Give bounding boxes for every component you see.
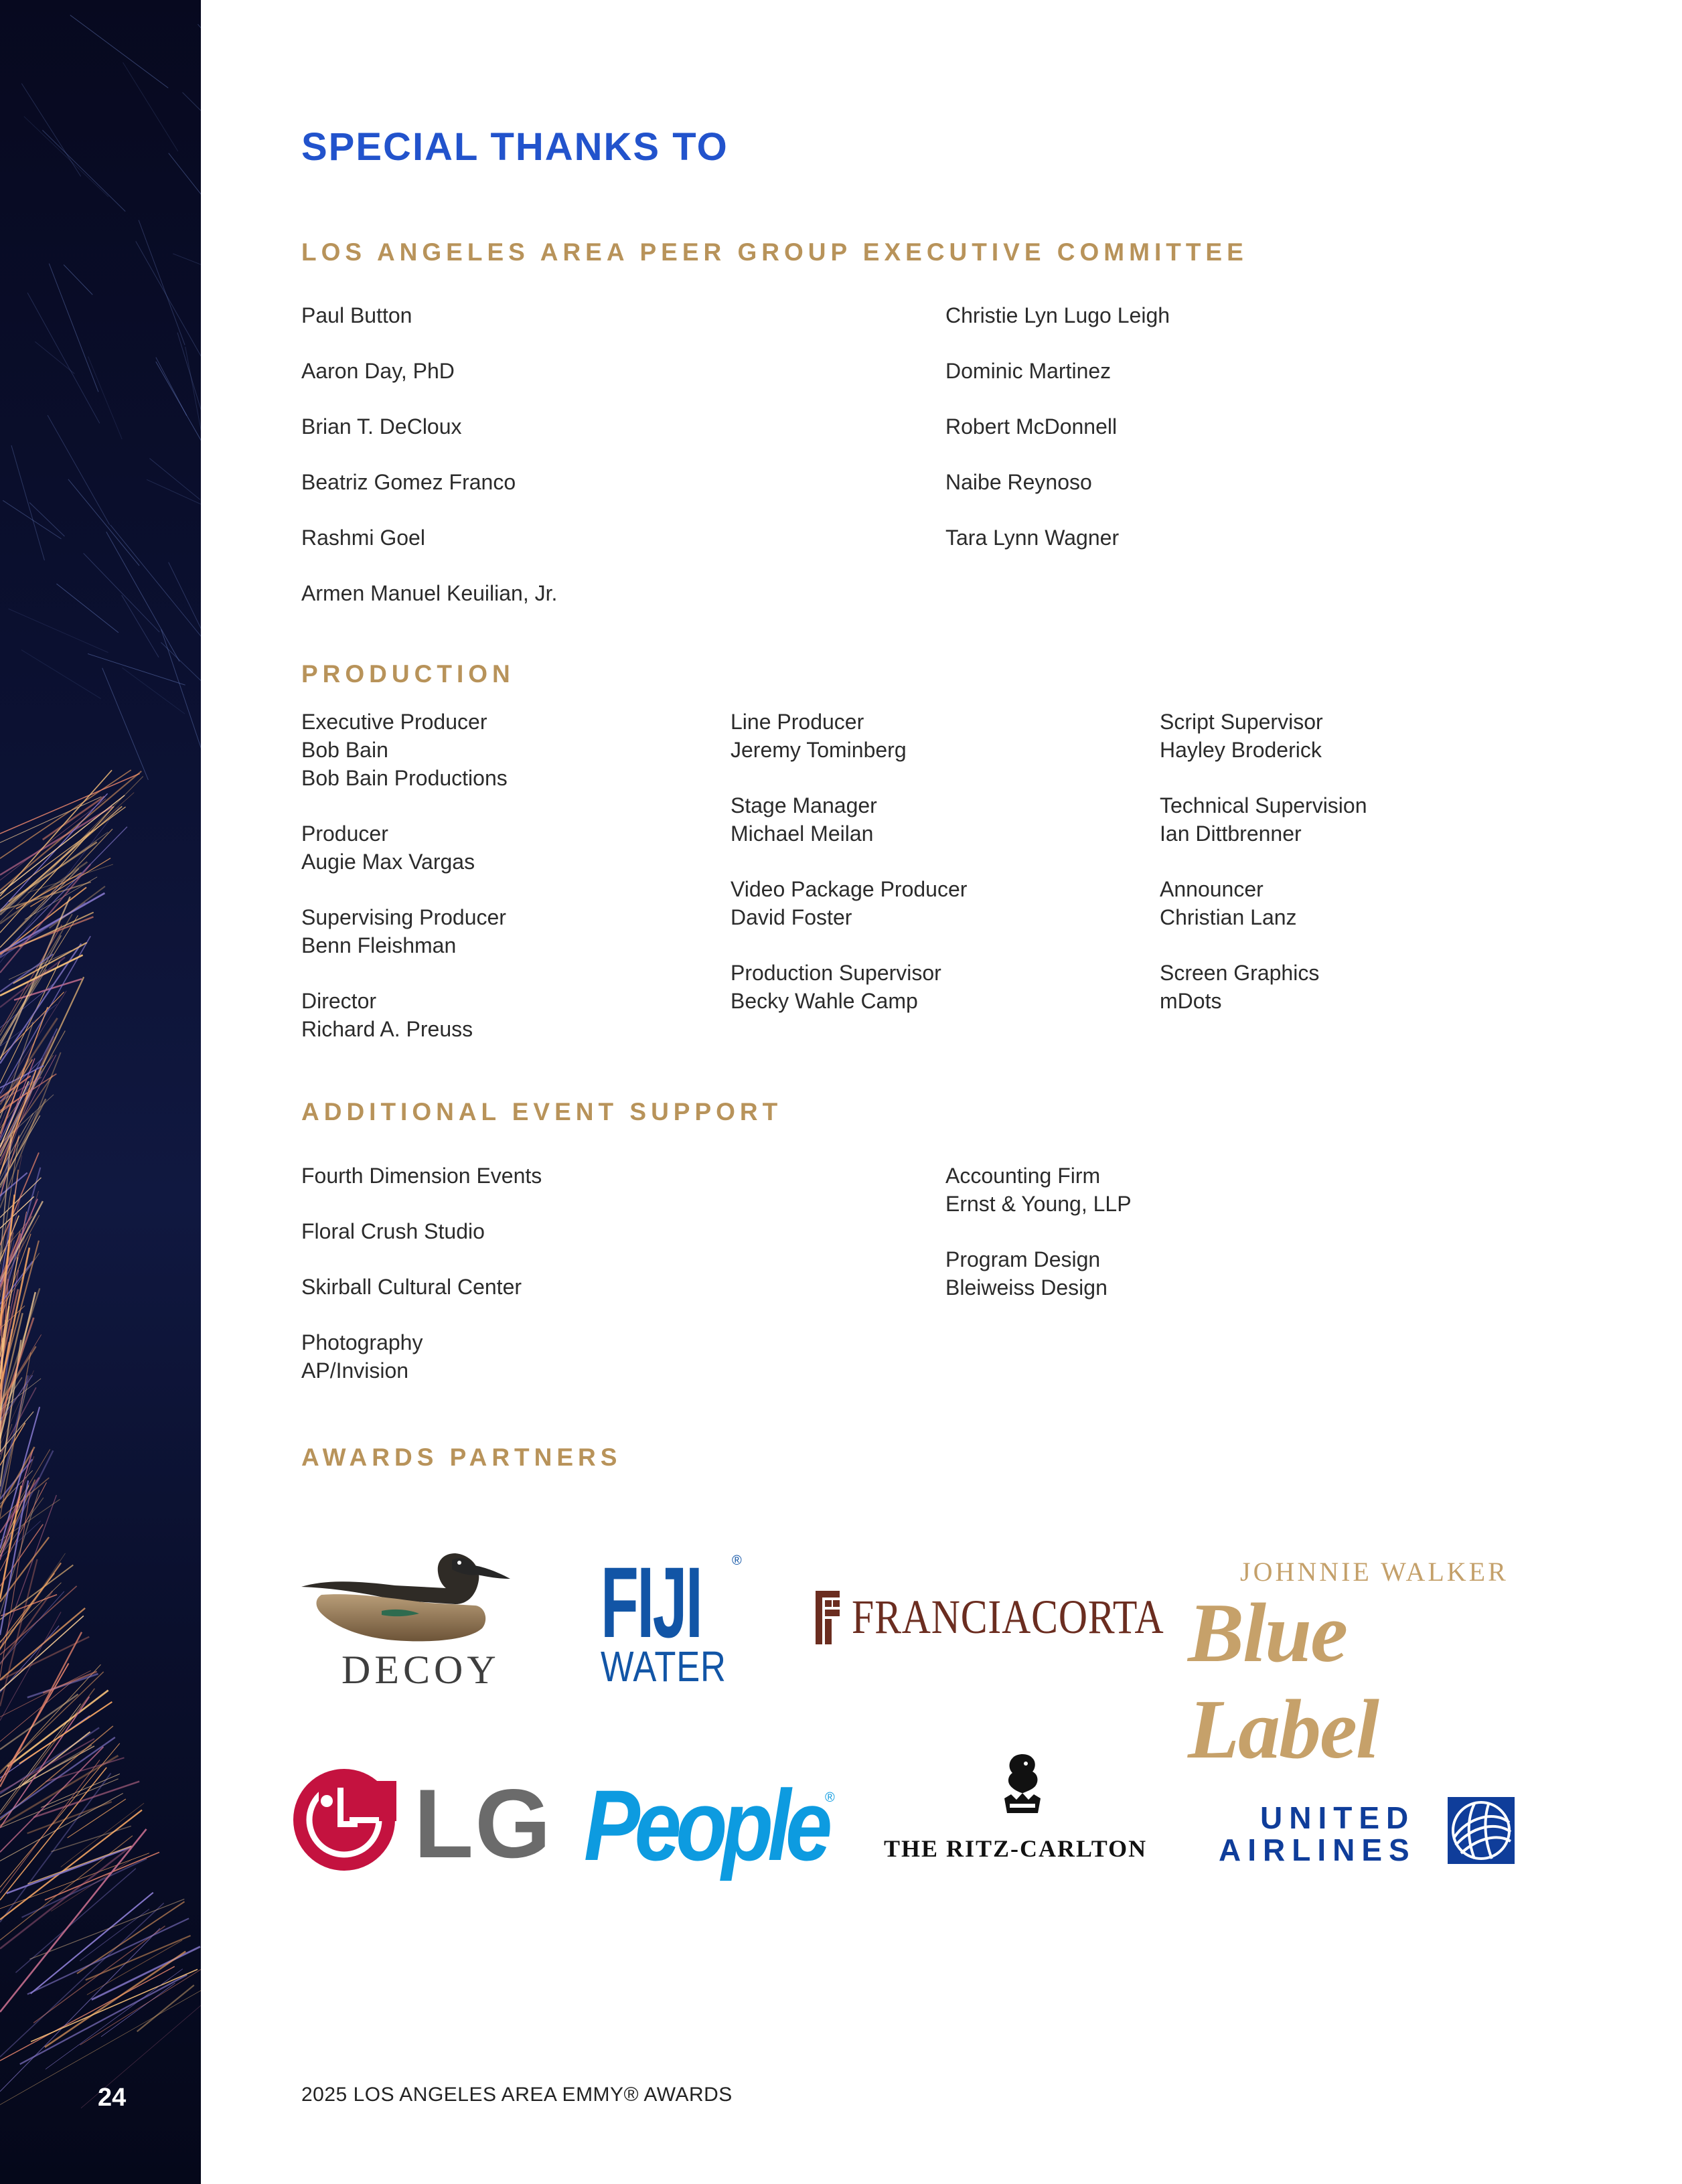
credit-name: Christian Lanz	[1160, 905, 1297, 929]
credit-name: Jeremy Tominberg	[731, 738, 907, 762]
light-trail	[147, 479, 201, 511]
partners-heading: AWARDS PARTNERS	[301, 1444, 622, 1471]
light-trail	[161, 629, 201, 751]
list-item: Brian T. DeCloux	[301, 414, 462, 439]
credit-name: Ernst & Young, LLP	[945, 1192, 1132, 1216]
role-label: Screen Graphics	[1160, 961, 1320, 985]
globe-icon	[1448, 1797, 1515, 1864]
light-trail	[0, 770, 112, 896]
people-wordmark: People	[584, 1769, 827, 1881]
light-trail	[0, 862, 87, 923]
light-trail	[198, 24, 201, 137]
light-trail	[0, 827, 127, 956]
light-trail	[56, 584, 118, 633]
registered-mark: ®	[825, 1790, 835, 1805]
water-wordmark: WATER	[601, 1642, 727, 1691]
light-trail	[20, 1975, 187, 2064]
role-label: Photography	[301, 1330, 423, 1354]
list-item: Tara Lynn Wagner	[945, 526, 1120, 550]
light-trail	[68, 479, 139, 566]
light-trail	[51, 1826, 131, 1851]
credit-name: Augie Max Vargas	[301, 850, 475, 874]
light-trail	[21, 650, 101, 699]
light-trail	[42, 130, 125, 211]
credit-name: AP/Invision	[301, 1358, 409, 1383]
franciacorta-logo	[812, 1587, 1164, 1647]
light-trail	[70, 15, 168, 88]
list-item: Rashmi Goel	[301, 526, 425, 550]
role-label: Accounting Firm	[945, 1164, 1101, 1188]
johnnie-walker-wordmark: JOHNNIE WALKER	[1240, 1557, 1509, 1587]
list-item: Armen Manuel Keuilian, Jr.	[301, 581, 558, 605]
role-label: Line Producer	[731, 710, 864, 734]
johnnie-walker-logo	[1187, 1553, 1521, 1776]
light-trail	[3, 500, 61, 538]
decorative-side-strip	[0, 0, 201, 2184]
page-number: 24	[98, 2084, 127, 2112]
light-trail	[123, 62, 178, 151]
light-trail	[24, 116, 108, 197]
light-trail	[0, 1004, 57, 1046]
decoy-wordmark: DECOY	[341, 1648, 500, 1692]
role-label: Director	[301, 989, 377, 1013]
role-label: Supervising Producer	[301, 905, 506, 929]
role-label: Technical Supervision	[1160, 793, 1367, 817]
light-trail	[0, 917, 93, 953]
united-wordmark: UNITED	[1260, 1800, 1416, 1835]
list-item: Beatriz Gomez Franco	[301, 470, 516, 494]
light-trail	[35, 341, 74, 374]
light-trail	[0, 770, 131, 858]
light-trail	[0, 1847, 131, 1949]
committee-heading: LOS ANGELES AREA PEER GROUP EXECUTIVE COMMITTEE	[301, 238, 1248, 266]
footer-publication-title: 2025 LOS ANGELES AREA EMMY® AWARDS	[301, 2084, 733, 2106]
light-trail	[29, 502, 65, 536]
light-trail	[46, 1969, 183, 2070]
lion-crown-icon	[999, 1751, 1046, 1817]
role-label: Video Package Producer	[731, 877, 968, 901]
light-trail	[64, 264, 92, 295]
ritz-carlton-wordmark: THE RITZ-CARLTON	[884, 1835, 1148, 1862]
list-item: Skirball Cultural Center	[301, 1275, 522, 1299]
light-trail	[161, 643, 201, 729]
role-label: Program Design	[945, 1247, 1101, 1271]
light-trail	[136, 241, 201, 356]
ritz-carlton-logo	[883, 1751, 1164, 1865]
list-item: Robert McDonnell	[945, 414, 1118, 439]
light-trail	[139, 220, 185, 345]
light-trail	[46, 1758, 124, 1782]
production-heading: PRODUCTION	[301, 660, 515, 688]
page-title: SPECIAL THANKS TO	[301, 125, 729, 169]
decoy-logo	[295, 1547, 522, 1694]
role-label: Script Supervisor	[1160, 710, 1323, 734]
light-trail	[11, 445, 45, 560]
light-trail	[0, 1670, 91, 1717]
light-trail	[149, 459, 200, 500]
light-trail	[0, 773, 140, 834]
credit-name: Becky Wahle Camp	[731, 989, 918, 1013]
list-item: Fourth Dimension Events	[301, 1164, 542, 1188]
light-trail	[0, 806, 122, 912]
light-trail	[0, 1768, 106, 1900]
franciacorta-tower-icon	[816, 1591, 842, 1648]
list-item: Floral Crush Studio	[301, 1219, 485, 1243]
united-airlines-logo	[1217, 1794, 1525, 1868]
light-trail	[122, 595, 159, 657]
credit-name: Hayley Broderick	[1160, 738, 1322, 762]
light-trail	[13, 943, 87, 984]
registered-mark: ®	[732, 1553, 742, 1568]
franciacorta-wordmark: FRANCIACORTA	[852, 1590, 1164, 1644]
role-label: Announcer	[1160, 877, 1264, 901]
fiji-water-logo	[599, 1540, 753, 1694]
light-trail	[0, 1559, 37, 1707]
credit-name: mDots	[1160, 989, 1222, 1013]
light-trail	[0, 1793, 123, 1861]
role-label: Executive Producer	[301, 710, 487, 734]
light-trail	[84, 553, 160, 632]
support-heading: ADDITIONAL EVENT SUPPORT	[301, 1098, 783, 1125]
credit-name: Richard A. Preuss	[301, 1017, 473, 1041]
light-trail	[183, 92, 201, 151]
light-trail	[0, 893, 104, 953]
list-item: Christie Lyn Lugo Leigh	[945, 303, 1170, 327]
credit-name: Michael Meilan	[731, 822, 874, 846]
list-item: Dominic Martinez	[945, 359, 1112, 383]
list-item: Naibe Reynoso	[945, 470, 1092, 494]
credit-name: Benn Fleishman	[301, 933, 457, 957]
credit-name: Bleiweiss Design	[945, 1275, 1107, 1300]
lg-face-icon	[292, 1768, 396, 1872]
light-trail	[177, 333, 201, 413]
fiji-wordmark: FIJI	[601, 1546, 702, 1658]
light-trail	[156, 362, 201, 444]
light-trail	[0, 1055, 56, 1160]
role-label: Production Supervisor	[731, 961, 941, 985]
list-item: Aaron Day, PhD	[301, 359, 455, 383]
credit-name: Ian Dittbrenner	[1160, 822, 1302, 846]
light-trail	[169, 153, 201, 234]
role-label: Stage Manager	[731, 793, 877, 817]
light-trail	[43, 1672, 96, 1693]
light-trail	[0, 807, 126, 899]
list-item: Paul Button	[301, 303, 412, 327]
role-label: Producer	[301, 822, 388, 846]
light-trail	[102, 668, 149, 780]
light-trail	[49, 264, 98, 392]
lg-wordmark: LG	[414, 1769, 552, 1878]
light-trail	[48, 415, 110, 525]
people-logo	[583, 1768, 844, 1881]
light-trail	[9, 609, 108, 652]
light-trail	[88, 356, 123, 439]
light-trail	[173, 254, 201, 287]
credit-name: Bob Bain	[301, 738, 388, 762]
duck-icon	[295, 1547, 522, 1647]
airlines-wordmark: AIRLINES	[1219, 1832, 1416, 1867]
light-trails-graphic	[0, 0, 201, 2184]
credit-name: David Foster	[731, 905, 852, 929]
blue-label-wordmark: Blue Label	[1188, 1587, 1378, 1776]
lg-logo	[292, 1768, 552, 1878]
credit-name: Bob Bain Productions	[301, 766, 508, 790]
